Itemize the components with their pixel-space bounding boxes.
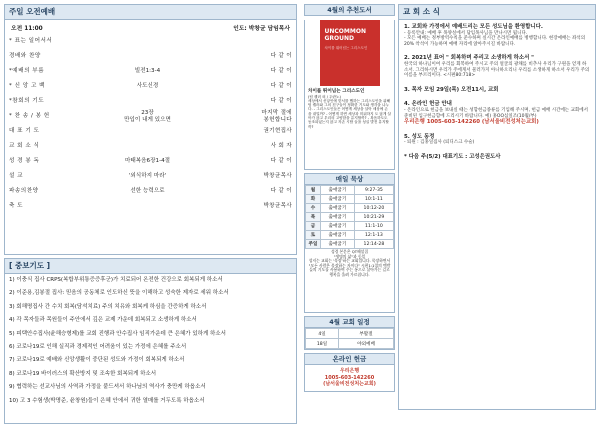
news-detail: - 온라인으로 헌금을 보내실 때는 성함헌금종류를 기입해 주시며, 헌금 예배 시간에는 교회에서 준비된 입구헌금함에 드리시기 바랍니다. 예) 홍OO십일조(10월/부) [404, 107, 588, 119]
worship-content: 마태복음6장1-4절 [124, 158, 171, 165]
worship-rows [9, 34, 292, 214]
worship-row [9, 79, 292, 94]
news-detail: - 등록안내: 예배 후 목양실에서 담임목사님을 만나시면 됩니다. - 모든 예배는 정부방역수칙을 준수하며 실시간 온라인예배를 병행합니다. 현장예배는 좌석의 20% 착석이 가능하며 예배 자리에 앉아주시길 바랍니다. [404, 30, 586, 47]
worship-item: *예배의 부름 [9, 68, 45, 75]
news-title: 3. 목자 모임 29일(목) 오전11시, 교회 [404, 86, 499, 93]
worship-row [9, 109, 292, 124]
worship-item: 교 회 소 식 [9, 143, 40, 150]
worship-content: 사도신경 [136, 83, 159, 90]
schedule-day: 18일 [306, 339, 339, 349]
news-header: 교 회 소 식 [398, 4, 596, 20]
worship-item: 성 경 봉 독 [9, 158, 40, 165]
devotion-verse: 성저는 교회는 '목장'하는 교회입니다. 목장하면서 "모든 사람은 목장하는 자이다" 시편1:1절의 맥박들의 기도를 사용하여 주는 통으로 살아가는 길로 행복을 올려 가르칩니다. [308, 258, 391, 277]
news-title: 2. 2021년 표어 " 회복하며 주리고 소생하게 하소서 " [404, 55, 534, 62]
book-title: 차이를 뛰어넘는 그리스도인 [308, 89, 365, 94]
prayer-item: 1) 이충식 집사 CRPS(복합부위통증증후군)가 치료되어 온전한 건강으로 회복되게 하소서 [9, 277, 223, 283]
worship-row [9, 184, 292, 199]
devotion-ref: 12:1-13 [354, 231, 393, 240]
devotion-day: 토 [306, 231, 321, 240]
schedule-box [304, 328, 395, 350]
devotion-row [306, 231, 394, 240]
worship-row [9, 94, 292, 109]
news-title: 1. 교회와 가정에서 예배드리는 모든 성도님을 환영합니다. [404, 24, 543, 30]
worship-item: * 표는 일어서서 [9, 38, 53, 45]
prayer-list [4, 274, 297, 424]
devotion-ref: 10:21-29 [354, 213, 393, 222]
devotion-note [305, 249, 394, 279]
news-title: 4. 온라인 헌금 안내 [404, 101, 452, 108]
news-title: * 다음 주(5/2) 대표기도 : 고성은권도사 [404, 153, 501, 160]
worship-leader-cell: 다 같 이 [270, 158, 292, 165]
devotion-label: 출애굽기 [321, 213, 355, 222]
news-highlight: 우리은행 1005-603-142260 (남서울비전성처는교회) [404, 119, 539, 126]
worship-item: 대 표 기 도 [9, 128, 40, 135]
news-list [398, 20, 596, 410]
worship-info [9, 23, 292, 34]
devotion-day: 수 [306, 204, 321, 213]
online-header: 온라인 헌금 [304, 353, 395, 365]
news-detail: 한국의 하나님이여 우리를 회복하여 주시고 주의 얼굴의 광채를 비추사 우리가 구원을 얻게 하소서. 그리하시면 우리가 주에게서 물러가지 아니하오리니 우리를 소생하게 하소서 우리가 주의 이름을 부르리이다. <시편80:718> [404, 61, 590, 79]
worship-leader-cell: 다 같 이 [270, 188, 292, 195]
prayer-item: 2) 이준용,김봉절 집사: 믿음의 공동체로 인도하신 뜻을 이해하고 성숙한 제자로 세워 하소서 [9, 290, 229, 297]
devotion-ref: 12:14-28 [354, 240, 393, 249]
book-header: 4월의 추천도서 [304, 4, 395, 16]
schedule-day: 4일 [306, 329, 339, 339]
worship-row [9, 49, 292, 64]
devotion-ref: 10:12-20 [354, 204, 393, 213]
prayer-item: 8) 코로나19 바이러스의 확산방지 및 조속한 회복되게 하소서 [9, 370, 157, 377]
devotion-label: 출애굽기 [321, 222, 355, 231]
book-author: (팀 켈러 외 / 두란노) [308, 94, 341, 99]
devotion-day: 금 [306, 222, 321, 231]
worship-header: 주일 오전예배 [4, 4, 297, 20]
devotion-day: 화 [306, 195, 321, 204]
devotion-label: 출애굽기 [321, 231, 355, 240]
online-bank: 우리은행 [339, 368, 360, 374]
devotion-label: 출애굽기 [321, 204, 355, 213]
worship-content: 빌전1:3-4 [134, 68, 161, 75]
devotion-label: 출애굽기 [321, 186, 355, 195]
news-item [404, 101, 590, 125]
news-title: 5. 성도 동정 [404, 133, 435, 140]
prayer-item: 7) 코로나19로 예배와 신앙생활이 중단된 성도와 가정이 회복되게 하소서 [9, 357, 185, 364]
worship-item: * 찬 송 / 봉 헌 [9, 113, 50, 120]
devotion-ref: 11:1-10 [354, 222, 393, 231]
worship-item: * 신 앙 고 백 [9, 83, 46, 90]
worship-item: 축 도 [9, 203, 24, 210]
book-box [304, 20, 395, 170]
prayer-item: 4) 각 목자들과 목원들이 주안에서 깊은 교제 가운데 회복되고 소생하게 하소서 [9, 317, 197, 324]
worship-row [9, 64, 292, 79]
news-item [404, 24, 590, 47]
book-desc: 세상에서 신앙인에 맞서를 했하는 그리스도인을 위해 팀 켈러와 그의 친구들이 정확한 기도와 생각을 나누다. - 그리스도인들은 어떻게 세상을 살아 세상에 손을 내밀까? - 어떻게 하면 세상과 미워하지 도 않게 살아가 않고 우리의 고양함을 유지할까? - 복음하도도 동조되었는지 않고 자존 시합 들을 성실 발전 유지할까? [308, 98, 391, 129]
right-column [398, 4, 596, 420]
devotion-header: 매일 묵상 [304, 173, 395, 185]
devotion-note-2: "생명의 삶"과 동일 [333, 253, 366, 259]
devotion-day: 주일 [306, 240, 321, 249]
worship-leader-cell: 박창균목사 [263, 203, 292, 210]
worship-row [9, 169, 292, 184]
devotion-day: 목 [306, 213, 321, 222]
worship-time: 오전 11:00 [11, 26, 43, 32]
cover-title: UNCOMMON GROUND [324, 28, 366, 42]
worship-content: 23장 만입이 내게 있으면 [124, 110, 171, 123]
devotion-row [306, 195, 394, 204]
worship-item: *참회의 기도 [9, 98, 45, 105]
worship-order [4, 20, 297, 255]
devotion-label: 출애굽기 [321, 195, 355, 204]
schedule-event: 야외예배 [339, 339, 394, 349]
devotion-ref: 9:27-35 [354, 186, 393, 195]
prayer-item: 3) 회해명집사 간 수치 회복(담석치료) 주의 치유와 회복케 하심을 간증하게 하소서 [9, 303, 207, 310]
worship-leader-cell: 다 같 이 [270, 68, 292, 75]
devotion-row [306, 240, 394, 249]
book-description [305, 89, 394, 129]
left-column [4, 4, 297, 420]
worship-leader-cell: 다 같 이 [270, 98, 292, 105]
worship-row [9, 139, 292, 154]
worship-row [9, 34, 292, 49]
worship-content: '외식하지 마라' [128, 173, 167, 180]
devotion-note-1: 성경 본문은 QT해설집 [330, 249, 369, 254]
devotion-row [306, 222, 394, 231]
prayer-item: 9) 협력하는 선교사님의 사역과 가정을 붙드셔서 하나님의 역사가 충만케 하옵소서 [9, 384, 206, 391]
schedule-row [306, 339, 394, 349]
worship-content: 선한 능력으로 [130, 188, 165, 195]
devotion-ref: 10:1-11 [354, 195, 393, 204]
worship-leader-cell: 권기현집사 [263, 128, 292, 135]
news-item [404, 154, 590, 161]
worship-leader-cell: 사 회 자 [270, 143, 292, 150]
cover-subtitle: 차이를 뛰어넘는 그리스도인 [324, 46, 368, 50]
book-cover-image [320, 20, 380, 86]
prayer-item: 6) 코로나19로 인해 실직과 경제적인 어려움이 있는 가정에 은혜를 주소서 [9, 343, 187, 350]
worship-leader-cell: 마지막 절에 봉헌합니다 [261, 110, 292, 123]
schedule-header: 4월 교회 일정 [304, 316, 395, 328]
online-giving [304, 365, 395, 392]
devotion-day: 월 [306, 186, 321, 195]
middle-column [304, 4, 395, 420]
news-item [404, 134, 590, 146]
worship-leader: 인도: 박창균 담임목사 [233, 26, 290, 32]
prayer-item: 10) 고 3 수험생(박명준, 윤창원)들이 은혜 안에서 귀한 열매를 거두도록 하옵소서 [9, 397, 205, 404]
worship-item: 파송의찬양 [9, 188, 39, 195]
worship-item: 설 교 [9, 173, 24, 180]
worship-leader-cell: 다 같 이 [270, 53, 292, 60]
devotion-row [306, 186, 394, 195]
online-account: 1005-603-142260 [324, 374, 375, 381]
devotion-row [306, 204, 394, 213]
schedule-table [305, 328, 394, 349]
worship-leader-cell: 다 같 이 [270, 83, 292, 90]
worship-item: 경배와 찬양 [9, 53, 41, 60]
devotion-table [305, 185, 394, 249]
online-holder: (남서울비전성처는교회) [323, 381, 376, 387]
devotion-label: 출애굽기 [321, 240, 355, 249]
devotion-box [304, 185, 395, 313]
prayer-header: [ 중보기도 ] [4, 258, 297, 274]
worship-row [9, 154, 292, 169]
worship-leader-cell: 박창균목사 [263, 173, 292, 180]
prayer-item: 5) 피택안수집사(윤해승형제)를 교회 진행과 안수집사 임직가운데 큰 은혜가 있하게 하소서 [9, 330, 226, 337]
schedule-event: 부활절 [339, 329, 394, 339]
news-detail: - 퇴원 : 김홍일집사 (퇴디스크 수술) [404, 140, 475, 146]
news-item [404, 55, 590, 78]
devotion-row [306, 213, 394, 222]
worship-row [9, 199, 292, 214]
news-item [404, 87, 590, 94]
schedule-row [306, 329, 394, 339]
worship-row [9, 124, 292, 139]
